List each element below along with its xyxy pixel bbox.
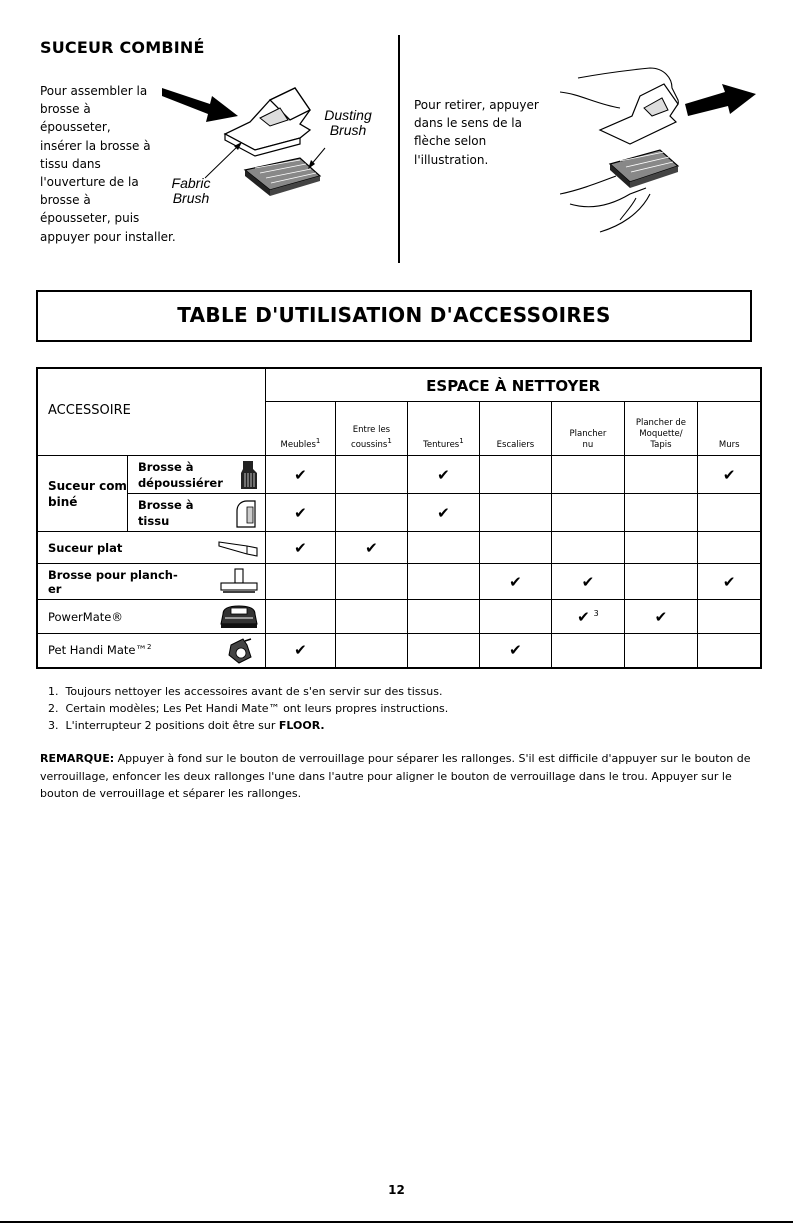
check-cell: ✔ xyxy=(265,456,335,494)
table-row xyxy=(37,494,761,532)
insert-arrow-icon xyxy=(162,88,238,122)
check-cell xyxy=(407,532,479,564)
removal-instructions xyxy=(414,96,564,169)
check-cell xyxy=(479,494,551,532)
check-cell: ✔ xyxy=(551,564,624,600)
floor-brush-icon xyxy=(219,567,259,595)
page-number: 12 xyxy=(388,1183,405,1197)
check-cell xyxy=(697,600,761,634)
remarque-paragraph xyxy=(40,750,760,803)
check-cell: ✔ xyxy=(265,494,335,532)
removal-illustration xyxy=(560,64,760,244)
check-cell xyxy=(479,456,551,494)
row-label-crevice: Suceur plat xyxy=(37,532,265,564)
footnote: 3. L'interrupteur 2 positions doit être sur FLOOR. xyxy=(48,719,325,732)
check-cell xyxy=(479,600,551,634)
table-row xyxy=(37,564,761,600)
check-cell: ✔ xyxy=(479,634,551,668)
text-line: brosse à xyxy=(40,193,91,208)
footnote: 1. Toujours nettoyer les accessoires avant de s'en servir sur des tissus. xyxy=(48,685,443,698)
remove-arrow-icon xyxy=(685,84,756,116)
check-cell xyxy=(697,494,761,532)
check-cell xyxy=(335,456,407,494)
footnote: 2. Certain modèles; Les Pet Handi Mate™ ont leurs propres instructions. xyxy=(48,702,449,715)
col-plancher-moquette: Plancher de Moquette/ Tapis xyxy=(624,402,697,456)
crevice-tool-icon xyxy=(217,538,259,558)
bottom-rule xyxy=(0,1221,793,1223)
table-row xyxy=(37,456,761,494)
check-cell xyxy=(551,456,624,494)
text-line: brosse à xyxy=(40,102,91,117)
pet-handi-mate-icon xyxy=(225,637,255,665)
check-cell xyxy=(265,564,335,600)
check-cell xyxy=(335,564,407,600)
table-row xyxy=(37,634,761,668)
dusting-brush-icon xyxy=(237,459,259,491)
col-tentures: Tentures$^1$ xyxy=(407,402,479,456)
check-cell xyxy=(551,532,624,564)
fabric-brush-label: Fabric Brush xyxy=(171,175,211,206)
text-line: insérer la brosse à xyxy=(40,138,151,153)
check-cell xyxy=(624,532,697,564)
text-line: épousseter, xyxy=(40,120,111,135)
check-cell xyxy=(407,634,479,668)
col-meubles: Meubles$^1$ xyxy=(265,402,335,456)
check-cell xyxy=(407,564,479,600)
text-line: l'illustration. xyxy=(414,152,489,167)
remarque-label: REMARQUE: xyxy=(40,752,115,765)
check-cell: ✔ xyxy=(624,600,697,634)
row-label-powermate: PowerMate® xyxy=(37,600,265,634)
col-entre-coussins: Entre les coussins$^1$ xyxy=(335,402,407,456)
text-line: flèche selon xyxy=(414,134,487,149)
check-cell: ✔ xyxy=(697,564,761,600)
row-label-pet-handi-mate: Pet Handi Mate™$^2$ xyxy=(37,634,265,668)
combo-label-cell: Suceur com biné xyxy=(37,456,127,532)
row-label-fabric: Brosse à tissu xyxy=(127,494,265,532)
text-line: dans le sens de la xyxy=(414,116,522,131)
table-row xyxy=(37,600,761,634)
check-cell xyxy=(335,494,407,532)
check-cell xyxy=(407,600,479,634)
check-cell: ✔ xyxy=(335,532,407,564)
check-cell: ✔ $^3$ xyxy=(551,600,624,634)
text-line: Pour assembler la xyxy=(40,84,148,98)
check-cell xyxy=(697,532,761,564)
accessory-header-cell xyxy=(37,368,265,456)
remarque-text: Appuyer à fond sur le bouton de verrouillage pour séparer les rallonges. S'il est difficile d'appuyer sur le bouton de verrouillage, enfoncer les deux rallonges l'une dans l'autre pour aligner le bouton de verrouillage dans le trou. Appuyer sur le bouton de verrouillage et séparer les rallonges. xyxy=(40,752,751,800)
check-cell xyxy=(697,634,761,668)
check-cell xyxy=(265,600,335,634)
check-cell xyxy=(624,456,697,494)
table-row xyxy=(37,532,761,564)
check-cell xyxy=(624,634,697,668)
col-plancher-nu: Plancher nu xyxy=(551,402,624,456)
dusting-brush-label: Dusting Brush xyxy=(324,107,372,138)
check-cell: ✔ xyxy=(265,532,335,564)
check-cell xyxy=(624,494,697,532)
check-cell xyxy=(624,564,697,600)
check-cell xyxy=(479,532,551,564)
accessory-table xyxy=(36,367,762,669)
col-escaliers: Escaliers xyxy=(479,402,551,456)
text-line: épousseter, puis xyxy=(40,211,140,226)
check-cell: ✔ xyxy=(407,494,479,532)
table-title: TABLE D'UTILISATION D'ACCESSOIRES xyxy=(177,303,611,327)
espace-header: ESPACE À NETTOYER xyxy=(265,368,761,402)
check-cell xyxy=(335,634,407,668)
text-line: l'ouverture de la xyxy=(40,175,139,190)
check-cell: ✔ xyxy=(697,456,761,494)
text-line: tissu dans xyxy=(40,156,101,171)
text-line: appuyer pour installer. xyxy=(40,229,176,244)
footnotes xyxy=(48,683,448,734)
vertical-divider xyxy=(398,35,400,263)
row-label-floor-brush: Brosse pour planch- er xyxy=(37,564,265,600)
row-label-dusting: Brosse à dépoussiérer xyxy=(127,456,265,494)
section-heading: SUCEUR COMBINÉ xyxy=(40,38,205,57)
check-cell: ✔ xyxy=(407,456,479,494)
check-cell xyxy=(335,600,407,634)
accessory-header: ACCESSOIRE xyxy=(48,403,131,418)
check-cell: ✔ xyxy=(479,564,551,600)
check-cell xyxy=(551,634,624,668)
text-line: Pour retirer, appuyer xyxy=(414,98,539,112)
check-cell xyxy=(551,494,624,532)
col-murs: Murs xyxy=(697,402,761,456)
fabric-brush-icon xyxy=(233,497,259,529)
powermate-icon xyxy=(219,604,259,630)
check-cell: ✔ xyxy=(265,634,335,668)
